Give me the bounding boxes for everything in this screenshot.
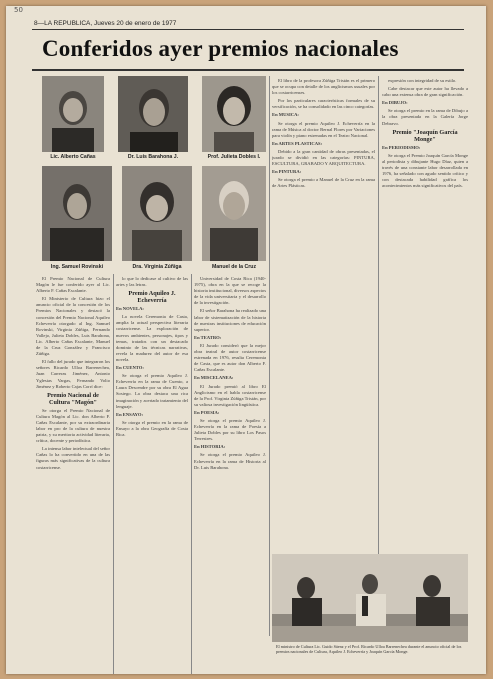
column-divider <box>191 274 192 674</box>
section-heading-magon: Premio Nacional de Cultura "Magón" <box>47 391 99 406</box>
column-divider <box>269 76 270 636</box>
subsection-title: En CUENTO: <box>116 365 144 371</box>
paragraph: La novela Ceremonia de Casta, amplia la actual perspectiva literaria costarricense. La exploración de nuevos ambientes, personajes, tipos y temas, tratados con un destacado dominio de las técnicas narrativas, revela la madurez del autor de esa novela. <box>116 314 188 362</box>
paragraph: Se otorga el premio a Manuel de la Cruz en la rama de Artes Plásticas. <box>272 177 375 189</box>
headline-rule <box>32 69 464 71</box>
subsection-title: En POESIA: <box>194 409 220 415</box>
paragraph: El Ministerio de Cultura hizo el anuncio oficial de la concesión de los Premios Nacionales y destacó la concesión del Premio Nacional Aquileo Echeverría otorgado al Ing. Samuel Rovinski, Virginia Zúñiga, Fernando Vallejo, Julieta Dobles, Luis Barahona, Lic. Alberto Cañas Escalante, Manuel de la Cruz González y Francisco Zúñiga. <box>36 296 110 357</box>
group-photo-caption: El ministro de Cultura Lic. Guido Sáenz y el Prof. Ricardo Ulloa Barrenechea durante el anuncio oficial de los premios nacionales de Cultura, Aquileo J. Echeverría y Joaquín García Monge. <box>276 644 462 654</box>
photo-caption-5: Dra. Virginia Zúñiga <box>132 264 182 270</box>
paragraph: El señor Barahona ha realizado una labor de sistematización de la historia de nuestras instituciones de educación superior. <box>194 308 266 332</box>
paragraph: El Jurado consideró que la mejor obra teatral de autor costarricense estrenada en 1976, resulta Ceremonia de Casta, que es autor don Alberto F. Cañas Escalante. <box>194 342 266 373</box>
photo-caption-3: Prof. Julieta Dobles I. <box>207 154 261 160</box>
header-rule <box>32 29 464 30</box>
paragraph: Se otorga el Premio Nacional de Cultura Magón al Lic. don Alberto F. Cañas Escalante, por su extraordinaria labor en pro de la cultura de nuestra patria, y su meritoria actividad literaria, crítica, docente y periodística. <box>36 407 110 444</box>
paragraph: La intensa labor intelectual del señor Cañas lo ha convertido en una de las figuras más significativas de la cultura costarricense. <box>36 446 110 470</box>
group-photo <box>272 554 468 642</box>
paragraph: Debido a la gran cantidad de obras presentadas, el jurado se dividió en las categorías: PINTURA, ESCULTURA, GRABADO Y ARQUITECTURA. <box>272 148 375 167</box>
section-heading-garcia-monge: Premio "Joaquín García Monge" <box>392 128 458 143</box>
subsection-title: En DIBUJO: <box>382 100 408 106</box>
subsection-title: En TEATRO: <box>194 334 222 340</box>
newspaper-page <box>6 6 486 674</box>
paragraph: Cabe destacar que este autor ha llevado a cabo una extensa obra de gran significación. <box>382 86 468 98</box>
paragraph: Se otorga el premio en la rama de Dibujo a la obra presentada en la Galería Jorge Debravo. <box>382 108 468 126</box>
article-column-5 <box>382 78 468 548</box>
column-divider <box>113 274 114 674</box>
subsection-title: En ENSAYO: <box>116 411 144 417</box>
paragraph: Se otorga el premio Aquileo J. Echeverría en la rama de Cuento, a Laura Descendre por su obra El Agua Sosiego. La obra destaca una rica imaginación y acertado tratamiento del lenguaje. <box>116 373 188 409</box>
article-column-4 <box>272 78 375 548</box>
subsection-title: En HISTORIA: <box>194 444 226 450</box>
paragraph: El Jurado premió al libro El Anglicismo en el habla costarricense de la Prof. Virginia Zúñiga Tristán, por su valiosa investigación lingüística. <box>194 383 266 407</box>
article-column-1 <box>36 276 110 671</box>
paragraph: Se otorga el premio Aquileo J. Echeverría en la rama de Música al doctor Bernal Flores por Variaciones para violín y piano estrenadas en el Teatro Nacional. <box>272 120 375 138</box>
newspaper-header: 8—LA REPUBLICA, Jueves 20 de enero de 1977 <box>34 20 177 27</box>
paragraph: El libro de la profesora Zúñiga Tristán es el primero que se ocupa con detalle de los anglicismos usuales por los costarricenses. <box>272 78 375 96</box>
subsection-title: En NOVELA: <box>116 306 144 312</box>
paragraph: El fallo del jurado que integraron los señores Ricardo Ulloa Barrenechea, Juan Carreras Jiménez, Antonio Yglesias Vargas, Fernando Volio Jiménez y Roberto Cajas Corrí dice: <box>36 359 110 389</box>
portrait-photo-6 <box>202 166 266 261</box>
portrait-photo-3 <box>202 76 266 152</box>
article-column-2 <box>116 276 188 671</box>
subsection-title: En MUSICA: <box>272 112 299 118</box>
paragraph: El Premio Nacional de Cultura Magón le fue conferido ayer al Lic. Alberto F. Cañas Escalante. <box>36 276 110 294</box>
photo-caption-6: Manuel de la Cruz <box>211 264 257 270</box>
column-divider <box>378 76 379 636</box>
paragraph: Se otorga el premio en la rama de Ensayo a la obra Geografía de Costa Rica. <box>116 419 188 437</box>
paragraph: lo que lo dedicase al cultivo de las artes y las letras. <box>116 276 188 288</box>
subsection-title: En PERIODISMO: <box>382 144 421 150</box>
subsection-title: En PINTURA: <box>272 169 302 175</box>
subsection-title: En MISCELANEA: <box>194 375 234 381</box>
portrait-photo-1 <box>42 76 104 152</box>
paragraph: Universidad de Costa Rica (1940-1975), obra en la que se recoge la historia institucional, diversos aspectos de la vida universitaria y el desarrollo de la investigación. <box>194 276 266 306</box>
page-headline: Conferidos ayer premios nacionales <box>42 36 399 61</box>
photo-caption-2: Dr. Luis Barahona J. <box>127 154 179 160</box>
section-heading-aquileo: Premio Aquileo J. Echeverría <box>128 290 176 305</box>
photo-caption-4: Ing. Samuel Rovinski <box>50 264 104 270</box>
portrait-photo-2 <box>118 76 188 152</box>
subsection-title: En ARTES PLASTICAS: <box>272 140 323 146</box>
paragraph: Se otorga el premio Aquileo J. Echeverría en la rama de Historia al Dr. Luis Barahona. <box>194 452 266 470</box>
corner-page-mark: 50 <box>14 6 23 14</box>
paragraph: expresión con integridad de su estilo. <box>388 78 457 83</box>
paragraph: Por los particulares características formales de su versificación, se ha consolidado en las cinco categorías. <box>272 98 375 110</box>
paragraph: Se otorga el Premio Joaquín García Monge al periodista y dibujante Hugo Díaz, quien a través de una constante labor desarrollada en 1976, ha señalado con agudo sentido crítico y con destacada habilidad gráfica los acontecimientos más significativos del país. <box>382 152 468 189</box>
portrait-photo-5 <box>122 166 192 261</box>
portrait-photo-4 <box>42 166 112 261</box>
photo-caption-1: Lic. Alberto Cañas <box>50 154 96 160</box>
article-column-3 <box>194 276 266 671</box>
paragraph: Se otorga el premio Aquileo J. Echeverría en la rama de Poesía a Julieta Dobles por su libro Los Pasos Terrestres. <box>194 417 266 442</box>
